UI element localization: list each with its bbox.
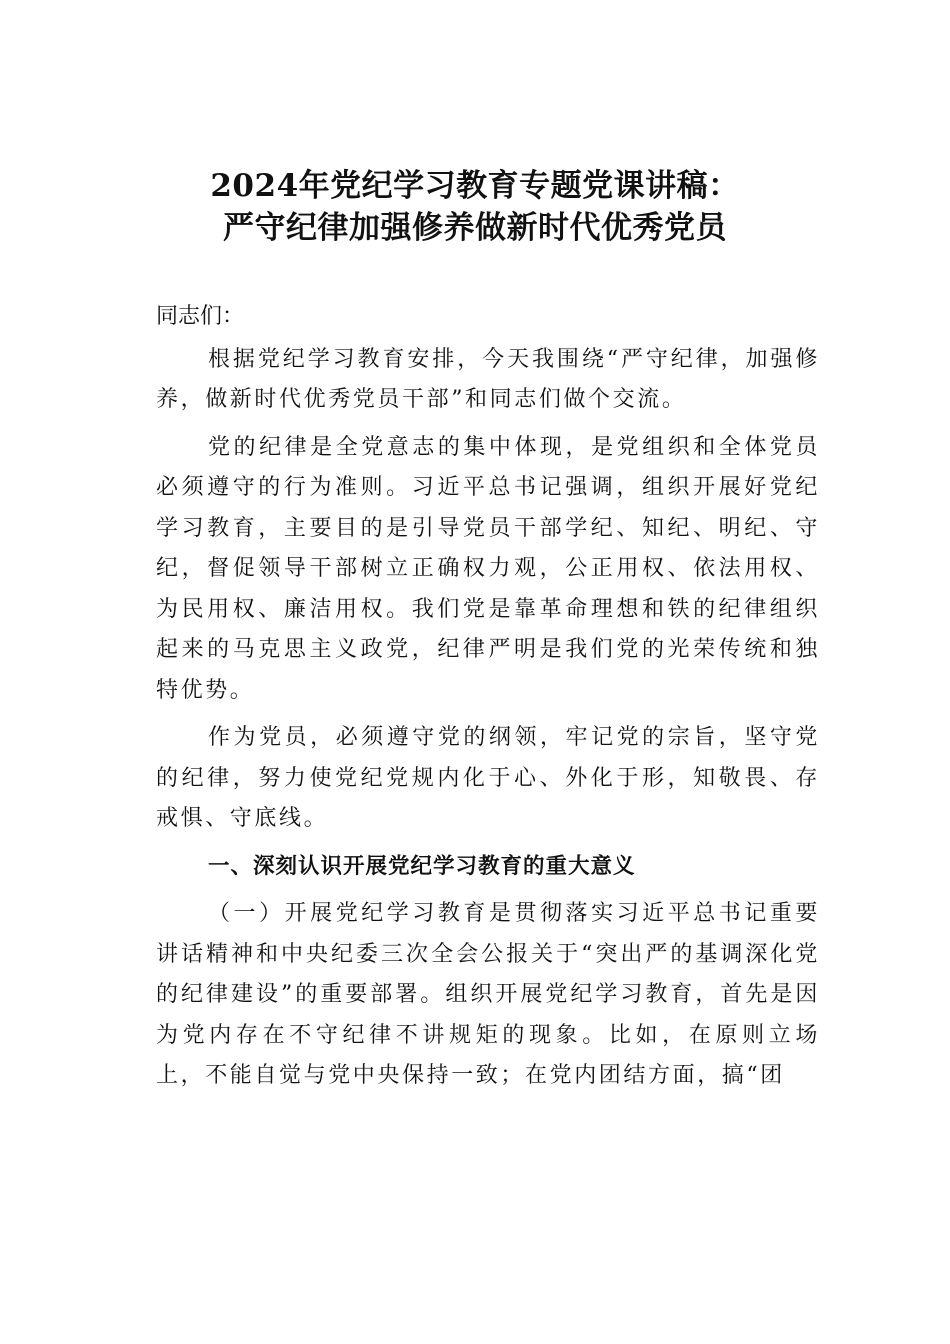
section-paragraph: （一）开展党纪学习教育是贯彻落实习近平总书记重要讲话精神和中央纪委三次全会公报关于“突出严的基调深化党的纪律建设”的重要部署。组织开展党纪学习教育，首先是因为党内存在不守纪律不讲规矩的现象。比如，在原则立场上，不能自觉与党中央保持一致；在党内团结方面，搞“团 [156,901,820,1088]
title-line-1: 2024年党纪学习教育专题党课讲稿： [210,168,740,204]
document-title [130,165,820,249]
section-heading: 一、深刻认识开展党纪学习教育的重大意义 [208,853,636,879]
salutation: 同志们： [156,304,245,329]
paragraph-discipline: 党的纪律是全党意志的集中体现，是党组织和全体党员必须遵守的行为准则。习近平总书记强调，组织开展好党纪学习教育，主要目的是引导党员干部学纪、知纪、明纪、守纪，督促领导干部树立正确权力观，公正用权、依法用权、为民用权、廉洁用权。我们党是靠革命理想和铁的纪律组织起来的马克思主义政党，纪律严明是我们党的光荣传统和独特优势。 [156,434,820,703]
paragraph-intro: 根据党纪学习教育安排，今天我围绕“严守纪律，加强修养，做新时代优秀党员干部”和同志们做个交流。 [156,346,820,412]
document-body [156,297,820,1104]
title-line-2: 严守纪律加强修养做新时代优秀党员 [223,210,727,246]
paragraph-party-member: 作为党员，必须遵守党的纲领，牢记党的宗旨，坚守党的纪律，努力使党纪党规内化于心、外化于形，知敬畏、存戒惧、守底线。 [156,725,820,831]
